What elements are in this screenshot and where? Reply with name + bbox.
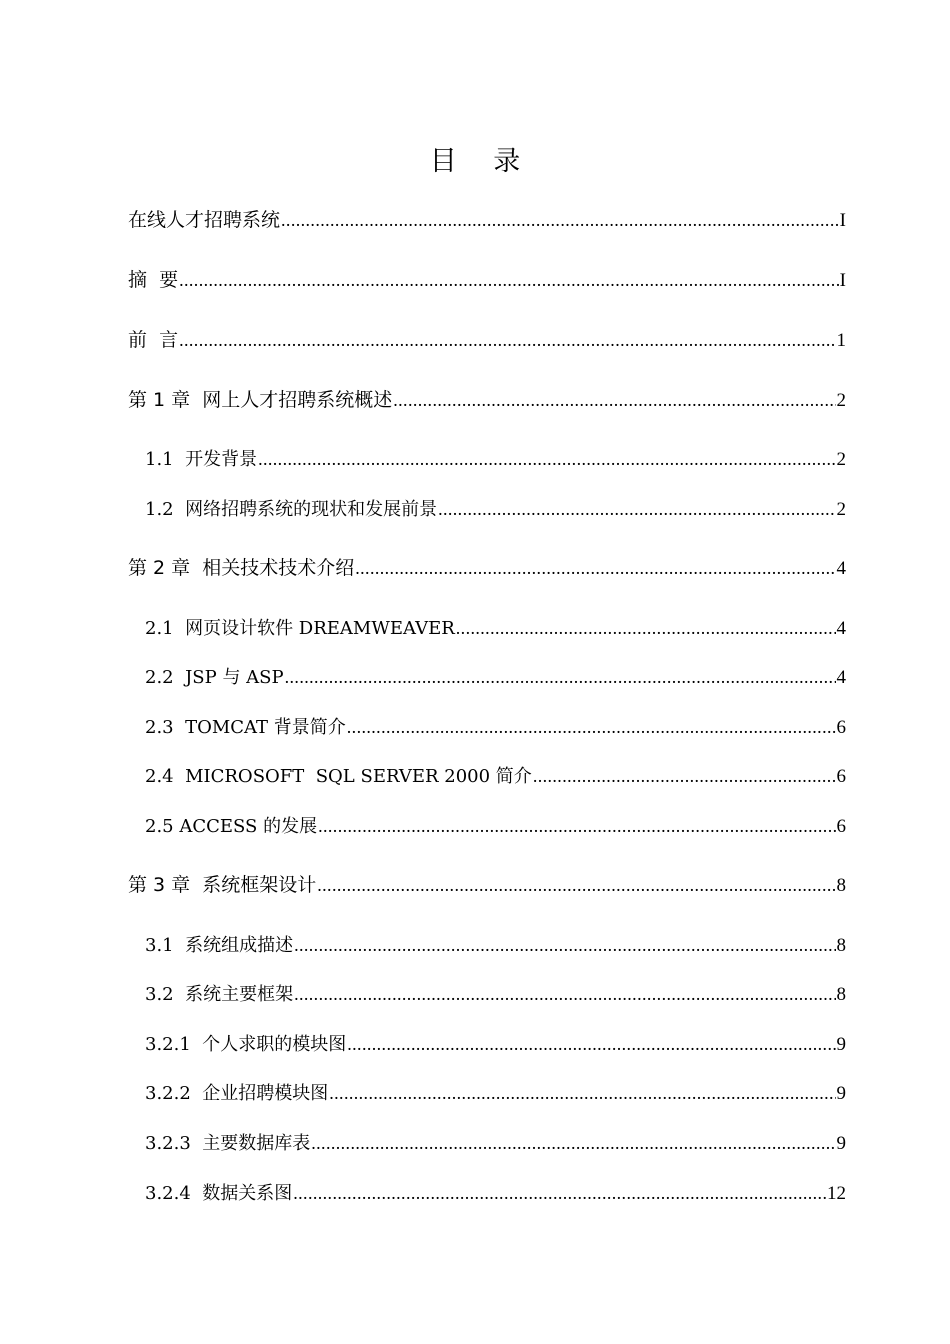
toc-entry-page: I <box>839 210 846 231</box>
toc-entry-section-3-1[interactable] <box>145 931 846 959</box>
toc-entry-page: 9 <box>836 1034 846 1055</box>
toc-entry-section-2-2[interactable] <box>145 663 846 691</box>
toc-entry-page: I <box>839 270 846 291</box>
toc-entry-chapter-1[interactable] <box>128 386 846 414</box>
dot-leader <box>294 931 835 959</box>
toc-entry-label: 摘 要 <box>128 269 179 291</box>
toc-entry-label: 1.1 开发背景 <box>145 449 258 470</box>
dot-leader <box>329 1079 835 1107</box>
toc-entry-section-1-1[interactable] <box>145 445 846 473</box>
dot-leader <box>179 266 839 294</box>
dot-leader <box>347 713 836 741</box>
toc-entry-abstract[interactable] <box>128 266 846 294</box>
toc-entry-page: 6 <box>836 766 846 787</box>
toc-entry-page: 2 <box>836 499 846 520</box>
toc-entry-page: 1 <box>836 330 846 351</box>
toc-entry-label: 3.1 系统组成描述 <box>145 935 294 956</box>
dot-leader <box>347 1030 835 1058</box>
dot-leader <box>355 554 835 582</box>
dot-leader <box>533 762 836 790</box>
toc-entry-label: 2.3 TOMCAT 背景简介 <box>145 717 346 738</box>
toc-entry-page: 8 <box>836 935 846 956</box>
toc-entry-label: 3.2 系统主要框架 <box>145 984 294 1005</box>
toc-entry-label: 2.5 ACCESS 的发展 <box>145 816 318 837</box>
toc-entry-label: 3.2.3 主要数据库表 <box>145 1133 311 1154</box>
toc-entry-section-1-2[interactable] <box>145 495 846 523</box>
toc-entry-label: 2.4 MICROSOFT SQL SERVER 2000 简介 <box>145 766 532 787</box>
toc-entry-label: 3.2.1 个人求职的模块图 <box>145 1034 347 1055</box>
dot-leader <box>258 445 835 473</box>
toc-entry-section-3-2-4[interactable] <box>145 1179 846 1207</box>
toc-entry-label: 第 3 章 系统框架设计 <box>128 874 317 896</box>
dot-leader <box>317 871 835 899</box>
toc-entry-label: 第 2 章 相关技术技术介绍 <box>128 557 355 579</box>
toc-entry-section-2-4[interactable] <box>145 762 846 790</box>
toc-entry-chapter-2[interactable] <box>128 554 846 582</box>
toc-entry-label: 3.2.2 企业招聘模块图 <box>145 1083 329 1104</box>
toc-entry-page: 6 <box>836 816 846 837</box>
toc-entry-page: 9 <box>836 1133 846 1154</box>
toc-entry-section-2-5[interactable] <box>145 812 846 840</box>
toc-entry-section-2-1[interactable] <box>145 614 846 642</box>
toc-entry-page: 2 <box>836 449 846 470</box>
toc-entry-page: 9 <box>836 1083 846 1104</box>
toc-entry-label: 2.2 JSP 与 ASP <box>145 667 284 688</box>
toc-entry-page: 6 <box>836 717 846 738</box>
toc-entry-page: 4 <box>836 667 846 688</box>
toc-entry-label: 前 言 <box>128 329 179 351</box>
dot-leader <box>285 663 836 691</box>
dot-leader <box>438 495 835 523</box>
toc-entry-online-recruitment-system[interactable] <box>128 206 846 234</box>
toc-entry-section-3-2-3[interactable] <box>145 1129 846 1157</box>
toc-entry-section-3-2-2[interactable] <box>145 1079 846 1107</box>
toc-entry-page: 2 <box>836 390 846 411</box>
toc-entry-page: 4 <box>836 618 846 639</box>
toc-title: 目 录 <box>429 146 535 177</box>
toc-entry-chapter-3[interactable] <box>128 871 846 899</box>
dot-leader <box>293 1179 826 1207</box>
dot-leader <box>179 326 835 354</box>
toc-entry-section-3-2[interactable] <box>145 980 846 1008</box>
toc-entry-section-2-3[interactable] <box>145 713 846 741</box>
dot-leader <box>294 980 835 1008</box>
dot-leader <box>318 812 835 840</box>
toc-entry-label: 第 1 章 网上人才招聘系统概述 <box>128 389 393 411</box>
dot-leader <box>311 1129 835 1157</box>
toc-entry-page: 8 <box>836 984 846 1005</box>
toc-entry-label: 1.2 网络招聘系统的现状和发展前景 <box>145 499 438 520</box>
toc-entry-label: 2.1 网页设计软件 DREAMWEAVER <box>145 618 455 639</box>
dot-leader <box>393 386 835 414</box>
toc-entry-preface[interactable] <box>128 326 846 354</box>
toc-entry-section-3-2-1[interactable] <box>145 1030 846 1058</box>
toc-entry-page: 4 <box>836 558 846 579</box>
toc-entry-label: 在线人才招聘系统 <box>128 209 281 231</box>
dot-leader <box>281 206 839 234</box>
dot-leader <box>456 614 836 642</box>
toc-entry-page: 12 <box>827 1183 846 1204</box>
toc-entry-label: 3.2.4 数据关系图 <box>145 1183 293 1204</box>
toc-entry-page: 8 <box>836 875 846 896</box>
